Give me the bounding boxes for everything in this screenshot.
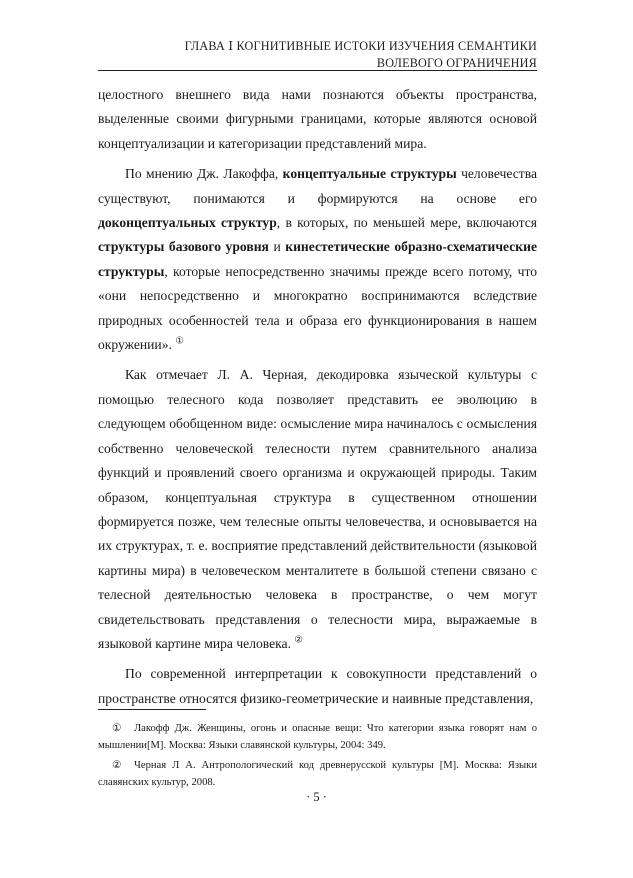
- header-line-2: ВОЛЕВОГО ОГРАНИЧЕНИЯ: [376, 56, 537, 70]
- paragraph-1: целостного внешнего вида нами познаются объекты пространства, выделенные своими фигурными границами, которые являются основой концептуализации и категоризации представлений мира.: [98, 87, 537, 151]
- paragraph-3: [98, 363, 537, 656]
- footnote-1: [98, 720, 537, 754]
- paragraph-4: По современной интерпретации к совокупности представлений о пространстве относятся физико-геометрические и наивные представления,: [98, 666, 537, 706]
- p2-text-3: , в которых, по меньшей мере, включаются: [276, 215, 537, 231]
- p2-bold-2: доконцептуальных структур: [98, 215, 277, 231]
- p2-text-4: и: [268, 239, 286, 255]
- page-number: · 5 ·: [306, 790, 327, 804]
- p2-text-2: человечества существуют, понимаются и формируются на основе его: [98, 166, 538, 206]
- footnote-text: Черная Л А. Антропологический код древнерусской культуры [М]. Москва: Языки славянских культур, 2008.: [98, 760, 537, 788]
- footnote-text: Лакофф Дж. Женщины, огонь и опасные вещи: Что категории языка говорят нам о мышлении[М]. Москва: Языки славянской культуры, 2004: 349.: [98, 723, 537, 751]
- footnote-number: ①: [112, 723, 122, 734]
- footnote-number: ②: [112, 760, 122, 771]
- header-rule: [98, 70, 537, 71]
- running-header: [185, 38, 537, 72]
- footnotes: [98, 720, 537, 794]
- p3-text: Как отмечает Л. А. Черная, декодировка языческой культуры с помощью телесного кода позволяет представить ее эволюцию в следующем обобщенном виде: осмысление мира начиналось с осмысления собственно человеческой телесности путем сравнительного анализа функций и проявлений своего организма и окружающей природы. Таким образом, концептуальная структура в существенном отношении формируется позже, чем телесные опыты человечества, и основывается на их структурах, т. е. восприятие представлений действительности (языковой картины мира) в человеческом менталитете в большой степени связано с телесной деятельностью человека в пространстве, о чем могут свидетельствовать представления о телесности мира, выражаемые в языковой картине мира человека.: [98, 367, 537, 651]
- footnote-mark-2[interactable]: ②: [294, 635, 303, 646]
- p2-bold-3: структуры базового уровня: [98, 239, 269, 255]
- footnote-2: [98, 757, 537, 791]
- p2-text-1: По мнению Дж. Лакоффа,: [125, 166, 283, 182]
- footnote-mark-1[interactable]: ①: [175, 336, 184, 347]
- header-line-1: ГЛАВА Ⅰ КОГНИТИВНЫЕ ИСТОКИ ИЗУЧЕНИЯ СЕМАНТИКИ: [184, 39, 537, 53]
- paragraph-2: [98, 162, 537, 357]
- footnote-rule: [98, 709, 206, 710]
- p2-bold-1: концептуальные структуры: [282, 166, 457, 182]
- p2-text-5: , которые непосредственно значимы прежде всего потому, что «они непосредственно и многократно воспринимаются вследствие природных особенностей тела и образа его функционирования в нашем окружении».: [98, 263, 537, 353]
- p2-bold-4: кинестетические образно-схематические структуры: [98, 239, 537, 279]
- main-text: [98, 83, 537, 717]
